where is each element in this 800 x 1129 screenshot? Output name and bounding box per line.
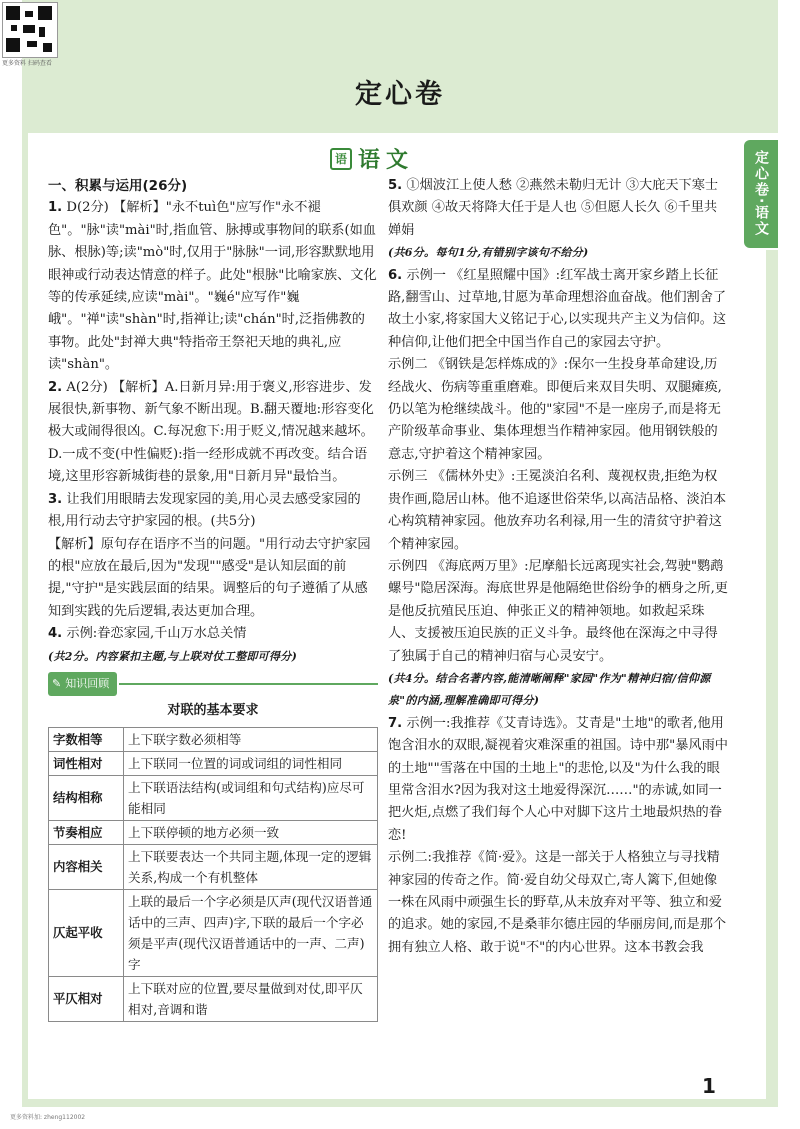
answer-3-explanation: 【解析】原句存在语序不当的问题。"用行动去守护家园的根"应放在最后,因为"发现""感受"是认知层面的前提,"守护"是实践层面的结果。调整后的句子遵循了从感知到实践的先后逻辑,表达更加合理。 xyxy=(48,536,371,619)
answer-4 xyxy=(48,623,378,645)
table-row xyxy=(49,976,378,1021)
table-cell-key: 字数相等 xyxy=(49,727,124,751)
table-cell-value: 上下联对应的位置,要尽量做到对仗,即平仄相对,音调和谐 xyxy=(124,976,378,1021)
table-cell-key: 结构相称 xyxy=(49,775,124,820)
book-icon: 语 xyxy=(330,148,352,170)
answer-text: D(2分) 【解析】"永不tuì色"应写作"永不褪色"。"脉"读"mài"时,指血管、脉搏或事物间的联系(如血脉、根脉)等;读"mò"时,仅用于"脉脉"一词,形容默默地用眼神或行动表达情意的样子。此处"根脉"比喻家族、文化等的传承延续,应读"mài"。"巍é"应写作"巍峨"。"禅"读"shàn"时,指禅让;读"chán"时,泛指佛教的事物。此处"封禅大典"特指帝王祭祀天地的典礼,应读"shàn"。 xyxy=(48,200,377,373)
table-cell-key: 平仄相对 xyxy=(49,976,124,1021)
knowledge-review-label: 知识回顾 xyxy=(65,676,110,690)
answer-6 xyxy=(388,265,728,355)
scoring-note: (共2分。内容紧扣主题,与上联对仗工整即可得分) xyxy=(48,649,298,663)
table-cell-key: 内容相关 xyxy=(49,844,124,889)
right-margin-strip xyxy=(766,250,778,1099)
table-cell-value: 上下联停顿的地方必须一致 xyxy=(124,820,378,844)
subject-title: 语文 xyxy=(358,148,415,173)
answer-1 xyxy=(48,197,378,376)
scoring-note: (共4分。结合名著内容,能清晰阐释"家园"作为"精神归宿/信仰源泉"的内涵,理解准确即可得分) xyxy=(388,671,711,708)
table-cell-value: 上下联要表达一个共同主题,体现一定的逻辑关系,构成一个有机整体 xyxy=(124,844,378,889)
table-cell-value: 上下联语法结构(或词组和句式结构)应尽可能相同 xyxy=(124,775,378,820)
divider xyxy=(119,683,378,685)
table-cell-key: 节奏相应 xyxy=(49,820,124,844)
answer-7 xyxy=(388,713,728,847)
example-2: 示例二:我推荐《简·爱》。这是一部关于人格独立与寻找精神家园的传奇之作。简·爱自幼父母双亡,寄人篱下,但她像一株在风雨中顽强生长的野草,从未放弃对平等、独立和爱的追求。她的家园,不是桑菲尔德庄园的华丽房间,而是那个拥有独立人格、敢于说"不"的内心世界。这本书教会我 xyxy=(388,850,727,955)
right-column xyxy=(388,175,728,959)
answer-number: 1. xyxy=(48,200,63,216)
subject-heading xyxy=(330,143,414,174)
answer-text: A(2分) 【解析】A.日新月异:用于褒义,形容进步、发展很快,新事物、新气象不断出现。B.翻天覆地:形容变化极大或闹得很凶。C.每况愈下:用于贬义,情况越来越坏。D.一成不变(中性偏贬):指一经形成就不再改变。结合语境,这里形容新城街巷的景象,用"日新月异"最恰当。 xyxy=(48,379,374,485)
example-3: 示例三 《儒林外史》:王冕淡泊名利、蔑视权贵,拒绝为权贵作画,隐居山林。他不追逐世俗荣华,以高洁品格、淡泊本心构筑精神家园。他放弃功名利禄,用一生的清贫守护着这个精神家园。 xyxy=(388,469,727,552)
qr-code[interactable] xyxy=(2,2,58,58)
left-column xyxy=(48,175,378,1022)
table-row xyxy=(49,844,378,889)
table-row xyxy=(49,727,378,751)
qr-caption: 更多资料 扫码查看 xyxy=(2,60,52,67)
answer-text: ①烟波江上使人愁 ②燕然未勒归无计 ③大庇天下寒士俱欢颜 ④故天将降大任于是人也 ⑤但愿人长久 ⑥千里共婵娟 xyxy=(388,178,719,238)
table-cell-key: 仄起平收 xyxy=(49,889,124,976)
table-row xyxy=(49,751,378,775)
example-2: 示例二 《钢铁是怎样炼成的》:保尔一生投身革命建设,历经战火、伤病等重重磨难。即便后来双目失明、双腿瘫痪,仍以笔为枪继续战斗。他的"家园"不是一座房子,而是将无产阶级革命事业、集体理想当作精神家园。他用钢铁般的意志,守护着这个精神家园。 xyxy=(388,357,722,462)
header-band xyxy=(22,0,778,133)
answer-number: 6. xyxy=(388,267,403,283)
example-4: 示例四 《海底两万里》:尼摩船长远离现实社会,驾驶"鹦鹉螺号"隐居深海。海底世界是他隔绝世俗纷争的栖身之所,更是他反抗殖民压迫、伸张正义的精神领地。如救起采珠人、支援被压迫民族的正义斗争。最终他在深海之中寻得了独属于自己的精神归宿与心灵安宁。 xyxy=(388,558,728,664)
answer-text: 示例:眷恋家园,千山万水总关情 xyxy=(66,626,247,642)
table-cell-value: 上联的最后一个字必须是仄声(现代汉语普通话中的三声、四声)字,下联的最后一个字必须是平声(现代汉语普通话中的一声、二声)字 xyxy=(124,889,378,976)
pencil-icon: ✎ xyxy=(52,676,62,690)
footer-band xyxy=(22,1099,778,1107)
answer-2 xyxy=(48,377,378,489)
knowledge-review-header xyxy=(48,672,378,696)
answer-number: 3. xyxy=(48,491,63,507)
answer-number: 7. xyxy=(388,715,403,731)
answer-number: 2. xyxy=(48,379,63,395)
example-1: 示例一 《红星照耀中国》:红军战士离开家乡踏上长征路,翻雪山、过草地,甘愿为革命理想浴血奋战。他们割舍了故土小家,将家国大义铭记于心,以实现共产主义为信仰。这种信仰,让他们把全中国当作自己的家园去守护。 xyxy=(388,267,727,350)
page-title: 定心卷 xyxy=(355,79,445,110)
answer-text: 让我们用眼睛去发现家园的美,用心灵去感受家园的根,用行动去守护家园的根。(共5分) xyxy=(48,491,361,530)
left-margin-strip xyxy=(22,133,28,1099)
answer-5 xyxy=(388,175,728,242)
page-number: 1 xyxy=(702,1074,716,1098)
table-row xyxy=(49,775,378,820)
table-row xyxy=(49,820,378,844)
knowledge-table-title: 对联的基本要求 xyxy=(167,703,259,719)
footer-text: 更多资料加: zheng112002 xyxy=(10,1114,86,1121)
answer-number: 5. xyxy=(388,178,403,193)
scoring-note: (共6分。每句1分,有错别字该句不给分) xyxy=(388,246,589,260)
table-cell-value: 上下联字数必须相等 xyxy=(124,727,378,751)
example-1: 示例一:我推荐《艾青诗选》。艾青是"土地"的歌者,他用饱含泪水的双眼,凝视着灾难深重的祖国。诗中那"暴风雨中的土地""雪落在中国的土地上"的悲怆,以及"为什么我的眼里常含泪水?因为我对这土地爱得深沉……"的赤诚,如同一把火炬,点燃了我们每个人心中对脚下这片土地最炽热的眷恋! xyxy=(388,715,728,843)
knowledge-review-tag xyxy=(48,672,117,696)
table-cell-key: 词性相对 xyxy=(49,751,124,775)
knowledge-table xyxy=(48,727,378,1022)
table-cell-value: 上下联同一位置的词或词组的词性相同 xyxy=(124,751,378,775)
section-heading: 一、积累与运用(26分) xyxy=(48,178,188,194)
answer-number: 4. xyxy=(48,626,63,642)
table-row xyxy=(49,889,378,976)
side-tab: 定心卷·语文 xyxy=(744,140,778,248)
answer-3 xyxy=(48,489,378,534)
